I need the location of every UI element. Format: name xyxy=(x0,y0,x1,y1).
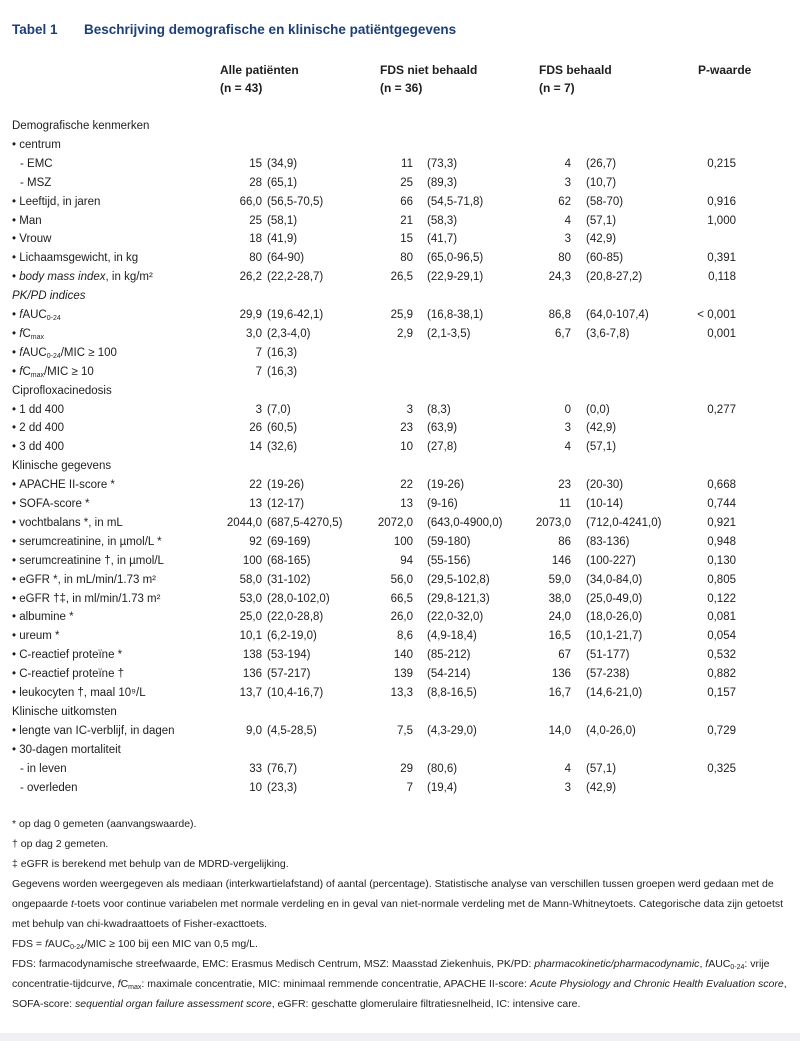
cell-p: 0,215 xyxy=(707,157,736,170)
table-row xyxy=(0,760,800,778)
cell-v3: 14,0 xyxy=(548,724,571,737)
row-label: Ciprofloxacinedosis xyxy=(12,384,112,397)
cell-r1: (16,3) xyxy=(267,365,298,378)
cell-v2: 25,9 xyxy=(390,309,413,321)
cell-v1: 10 xyxy=(249,781,262,794)
cell-r2: (29,8-121,3) xyxy=(427,592,490,605)
cell-r2: (58,3) xyxy=(427,214,458,227)
cell-r3: (18,0-26,0) xyxy=(586,611,643,624)
cell-v2: 22 xyxy=(400,479,413,492)
cell-v1: 100 xyxy=(242,554,262,567)
cell-v2: 66,5 xyxy=(390,592,413,605)
cell-v1: 7 xyxy=(255,346,262,359)
table-row xyxy=(0,287,800,305)
cell-v3: 4 xyxy=(564,441,571,454)
cell-p: 0,532 xyxy=(707,649,736,662)
cell-p: 0,122 xyxy=(707,592,736,605)
row-label: • serumcreatinine †, in µmol/L xyxy=(12,552,164,570)
cell-r1: (32,6) xyxy=(267,441,298,454)
row-label: • 30-dagen mortaliteit xyxy=(12,741,121,759)
cell-p: 0,805 xyxy=(707,573,736,586)
table-row xyxy=(0,249,800,267)
cell-v3: 80 xyxy=(558,252,571,265)
table-row xyxy=(0,401,800,419)
cell-r1: (56,5-70,5) xyxy=(267,195,324,208)
cell-r1: (22,2-28,7) xyxy=(267,271,324,284)
table-row xyxy=(0,646,800,664)
cell-r3: (10,1-21,7) xyxy=(586,630,643,643)
row-label: • C-reactief proteïne * xyxy=(12,646,122,664)
cell-p: 0,001 xyxy=(707,327,736,340)
table-row xyxy=(0,306,800,324)
column-header-label: FDS behaald xyxy=(539,63,612,77)
cell-r2: (65,0-96,5) xyxy=(427,252,484,265)
cell-r3: (83-136) xyxy=(586,535,630,548)
cell-v2: 94 xyxy=(400,554,413,567)
cell-v2: 15 xyxy=(400,233,413,246)
row-label: - EMC xyxy=(12,155,53,173)
table-row xyxy=(0,419,800,437)
cell-v1: 9,0 xyxy=(246,724,262,737)
column-header-p xyxy=(698,61,751,79)
cell-r1: (2,3-4,0) xyxy=(267,327,311,340)
cell-p: 0,921 xyxy=(707,516,736,529)
cell-v2: 25 xyxy=(400,176,413,189)
cell-r1: (58,1) xyxy=(267,214,298,227)
cell-v3: 4 xyxy=(564,214,571,227)
cell-v1: 92 xyxy=(249,535,262,548)
table-row xyxy=(0,779,800,797)
footnote-star: * op dag 0 gemeten (aanvangswaarde). xyxy=(12,818,197,830)
cell-v2: 29 xyxy=(400,762,413,775)
cell-r1: (16,3) xyxy=(267,346,298,359)
cell-p: 0,157 xyxy=(707,687,736,699)
cell-r2: (55-156) xyxy=(427,554,471,567)
cell-r1: (60,5) xyxy=(267,422,298,435)
cell-v3: 38,0 xyxy=(548,592,571,605)
cell-r2: (643,0-4900,0) xyxy=(427,516,503,529)
cell-v1: 26 xyxy=(249,422,262,435)
cell-v3: 59,0 xyxy=(548,573,571,586)
cell-v3: 136 xyxy=(551,668,571,681)
cell-r3: (20,8-27,2) xyxy=(586,271,643,284)
row-label: PK/PD indices xyxy=(12,290,86,303)
cell-p: 0,948 xyxy=(707,535,736,548)
cell-p: 0,277 xyxy=(707,403,736,416)
cell-v1: 25,0 xyxy=(239,611,262,624)
cell-v1: 53,0 xyxy=(239,592,262,605)
table-row xyxy=(0,174,800,192)
cell-v1: 80 xyxy=(249,252,262,265)
table-row xyxy=(0,590,800,608)
cell-v1: 13 xyxy=(249,498,262,510)
cell-p: < 0,001 xyxy=(697,309,736,321)
row-label: • ureum * xyxy=(12,627,60,645)
table-row xyxy=(0,363,800,381)
cell-r3: (34,0-84,0) xyxy=(586,573,643,586)
row-label: • leukocyten †, maal 10⁹/L xyxy=(12,684,146,702)
cell-r3: (58-70) xyxy=(586,195,624,208)
row-label: • 1 dd 400 xyxy=(12,401,64,419)
table-row xyxy=(0,344,800,362)
row-label: • fAUC$_{0-24}$/MIC ≥ 100 xyxy=(12,344,117,362)
table-row xyxy=(0,684,800,702)
cell-r2: (16,8-38,1) xyxy=(427,309,484,321)
table-row xyxy=(0,703,800,721)
cell-r1: (7,0) xyxy=(267,403,291,416)
cell-v3: 24,0 xyxy=(548,611,571,624)
cell-r3: (42,9) xyxy=(586,233,617,246)
row-label: • $fC_{max}$/MIC ≥ 10 xyxy=(12,363,94,381)
cell-r2: (59-180) xyxy=(427,535,471,548)
row-label: • APACHE II-score * xyxy=(12,476,115,494)
cell-r1: (19-26) xyxy=(267,479,305,492)
column-header-reached xyxy=(539,61,612,97)
cell-v3: 4 xyxy=(564,762,571,775)
cell-r2: (2,1-3,5) xyxy=(427,327,471,340)
cell-v2: 7 xyxy=(406,781,413,794)
cell-v2: 2072,0 xyxy=(377,516,413,529)
row-label: • Leeftijd, in jaren xyxy=(12,193,100,211)
cell-v1: 7 xyxy=(255,365,262,378)
cell-r1: (41,9) xyxy=(267,233,298,246)
table-row xyxy=(0,476,800,494)
cell-p: 0,729 xyxy=(707,724,736,737)
cell-v1: 15 xyxy=(249,157,262,170)
table-row xyxy=(0,193,800,211)
cell-r3: (42,9) xyxy=(586,781,617,794)
cell-v3: 4 xyxy=(564,157,571,170)
row-label: - MSZ xyxy=(12,174,51,192)
cell-p: 0,744 xyxy=(707,498,736,510)
cell-v3: 146 xyxy=(551,554,571,567)
page-bottom-bar xyxy=(0,1033,800,1041)
table-row xyxy=(0,514,800,532)
row-label: • 3 dd 400 xyxy=(12,438,64,456)
row-label: • 2 dd 400 xyxy=(12,419,64,437)
table-row xyxy=(0,627,800,645)
cell-r2: (8,3) xyxy=(427,403,451,416)
cell-r3: (57,1) xyxy=(586,214,617,227)
cell-v1: 25 xyxy=(249,214,262,227)
row-label: • $fC_{max}$ xyxy=(12,325,44,343)
cell-r1: (10,4-16,7) xyxy=(267,687,324,699)
cell-v2: 7,5 xyxy=(397,724,413,737)
cell-r3: (60-85) xyxy=(586,252,624,265)
cell-v3: 67 xyxy=(558,649,571,662)
cell-r1: (65,1) xyxy=(267,176,298,189)
table-row xyxy=(0,665,800,683)
table-row xyxy=(0,155,800,173)
cell-v1: 58,0 xyxy=(239,573,262,586)
row-label: - in leven xyxy=(12,760,67,778)
cell-r3: (0,0) xyxy=(586,403,610,416)
row-label: • fAUC$_{0-24}$ xyxy=(12,306,61,324)
column-header-label: Alle patiënten xyxy=(220,63,299,77)
table-row xyxy=(0,608,800,626)
cell-v1: 3,0 xyxy=(246,327,262,340)
table-title: Beschrijving demografische en klinische patiëntgegevens xyxy=(84,22,457,37)
cell-v2: 140 xyxy=(393,649,413,662)
cell-v3: 16,7 xyxy=(548,687,571,699)
cell-v1: 14 xyxy=(249,441,262,454)
cell-r1: (64-90) xyxy=(267,252,305,265)
cell-r2: (8,8-16,5) xyxy=(427,687,477,699)
cell-r3: (57-238) xyxy=(586,668,630,681)
table-header xyxy=(12,22,456,37)
cell-r3: (51-177) xyxy=(586,649,630,662)
cell-v2: 8,6 xyxy=(397,630,413,643)
cell-r1: (76,7) xyxy=(267,762,298,775)
cell-r1: (6,2-19,0) xyxy=(267,630,317,643)
cell-v3: 86 xyxy=(558,535,571,548)
cell-v2: 139 xyxy=(393,668,413,681)
row-label: • SOFA-score * xyxy=(12,495,90,513)
row-label: • body mass index, in kg/m² xyxy=(12,268,153,286)
cell-v2: 26,0 xyxy=(390,611,413,624)
column-header-label: P-waarde xyxy=(698,63,752,77)
footnote-statistics: Gegevens worden weergegeven als mediaan (interkwartielafstand) of aantal (percentage). Statistische analyse van verschillen tussen groepen werd gedaan met de ongepaarde t-toets voor continue variabelen met normale verdeling en in geval van niet-normale verdeling met de Mann-Whitneytoets. Categorische data zijn getoetst met behulp van chi-kwadraattoets of Fisher-exacttoets. xyxy=(12,878,784,930)
cell-r2: (73,3) xyxy=(427,157,458,170)
row-label: • C-reactief proteïne † xyxy=(12,665,124,683)
cell-p: 0,081 xyxy=(707,611,736,624)
table-row xyxy=(0,230,800,248)
cell-r3: (25,0-49,0) xyxy=(586,592,643,605)
cell-r2: (9-16) xyxy=(427,498,458,510)
table-number: Tabel 1 xyxy=(12,22,58,37)
cell-v1: 26,2 xyxy=(239,271,262,284)
cell-r2: (4,3-29,0) xyxy=(427,724,477,737)
row-label: • centrum xyxy=(12,136,61,154)
cell-v3: 0 xyxy=(564,403,571,416)
row-label: • eGFR *, in mL/min/1.73 m² xyxy=(12,571,156,589)
cell-v3: 62 xyxy=(558,195,571,208)
cell-v2: 13,3 xyxy=(390,687,413,699)
row-label: • serumcreatinine, in µmol/L * xyxy=(12,533,162,551)
cell-v3: 11 xyxy=(559,498,571,510)
cell-v3: 3 xyxy=(564,176,571,189)
cell-v1: 28 xyxy=(249,176,262,189)
cell-r3: (42,9) xyxy=(586,422,617,435)
row-label: • Man xyxy=(12,212,42,230)
cell-r2: (80,6) xyxy=(427,762,458,775)
cell-r2: (41,7) xyxy=(427,233,458,246)
cell-v2: 26,5 xyxy=(390,271,413,284)
cell-v1: 13,7 xyxy=(239,687,262,699)
cell-v3: 2073,0 xyxy=(535,516,571,529)
cell-r1: (19,6-42,1) xyxy=(267,309,324,321)
table-row xyxy=(0,438,800,456)
cell-v3: 23 xyxy=(558,479,571,492)
cell-r3: (26,7) xyxy=(586,157,617,170)
cell-p: 0,054 xyxy=(707,630,736,643)
footnote-ddagger: ‡ eGFR is berekend met behulp van de MDRD-vergelijking. xyxy=(12,858,289,870)
column-header-all xyxy=(220,61,299,97)
cell-r1: (31-102) xyxy=(267,573,311,586)
table-row xyxy=(0,552,800,570)
footnote-dagger: † op dag 2 gemeten. xyxy=(12,838,109,850)
cell-r1: (34,9) xyxy=(267,157,298,170)
cell-v2: 2,9 xyxy=(397,327,413,340)
table-row xyxy=(0,325,800,343)
column-header-n: (n = 43) xyxy=(220,81,263,95)
cell-v3: 3 xyxy=(564,781,571,794)
cell-r1: (68-165) xyxy=(267,554,311,567)
table-row xyxy=(0,212,800,230)
cell-v1: 18 xyxy=(249,233,262,246)
cell-r1: (69-169) xyxy=(267,535,311,548)
cell-v3: 86,8 xyxy=(548,309,571,321)
table-row xyxy=(0,495,800,513)
cell-v1: 22 xyxy=(249,479,262,492)
cell-p: 0,668 xyxy=(707,479,736,492)
cell-v1: 10,1 xyxy=(239,630,262,643)
cell-r1: (4,5-28,5) xyxy=(267,724,317,737)
cell-v1: 2044,0 xyxy=(226,516,262,529)
row-label: • albumine * xyxy=(12,608,74,626)
cell-v3: 6,7 xyxy=(555,327,571,340)
cell-r2: (85-212) xyxy=(427,649,471,662)
cell-r2: (54-214) xyxy=(427,668,471,681)
cell-r2: (22,0-32,0) xyxy=(427,611,484,624)
table-row xyxy=(0,382,800,400)
cell-v2: 11 xyxy=(401,157,413,170)
cell-v2: 3 xyxy=(406,403,413,416)
cell-r3: (100-227) xyxy=(586,554,636,567)
cell-v2: 80 xyxy=(400,252,413,265)
cell-v3: 3 xyxy=(564,233,571,246)
cell-p: 0,882 xyxy=(707,668,736,681)
row-label: • lengte van IC-verblijf, in dagen xyxy=(12,722,175,740)
cell-v2: 10 xyxy=(400,441,413,454)
cell-v1: 136 xyxy=(242,668,262,681)
table-row xyxy=(0,457,800,475)
cell-v2: 23 xyxy=(400,422,413,435)
cell-p: 0,391 xyxy=(707,252,736,265)
table-row xyxy=(0,571,800,589)
row-label: • Lichaamsgewicht, in kg xyxy=(12,249,138,267)
cell-p: 0,130 xyxy=(707,554,736,567)
cell-r3: (64,0-107,4) xyxy=(586,309,649,321)
row-label: • eGFR †‡, in ml/min/1.73 m² xyxy=(12,590,160,608)
cell-v1: 29,9 xyxy=(239,309,262,321)
cell-r1: (53-194) xyxy=(267,649,311,662)
cell-r2: (29,5-102,8) xyxy=(427,573,490,586)
cell-r3: (10,7) xyxy=(586,176,617,189)
cell-p: 0,118 xyxy=(708,271,736,284)
column-header-n: (n = 7) xyxy=(539,81,575,95)
cell-r1: (23,3) xyxy=(267,781,298,794)
cell-v3: 24,3 xyxy=(548,271,571,284)
cell-p: 0,916 xyxy=(707,195,736,208)
cell-r3: (20-30) xyxy=(586,479,624,492)
footnote-abbreviations: FDS: farmacodynamische streefwaarde, EMC: Erasmus Medisch Centrum, MSZ: Maasstad Ziekenhuis, PK/PD: pharmacokinetic/pharmacodynamic, fAUC$_{0-24}$: vrije concentratie-tijdcurve, $fC_{max}$: maximale concentratie, MIC: minimaal remmende concentratie, APACHE II-score: Acute Physiology and Chronic Health Evaluation score, SOFA-score: sequential organ failure assessment score, eGFR: geschatte glomerulaire filtratiesnelheid, IC: intensive care. xyxy=(12,958,787,1010)
table-row xyxy=(0,268,800,286)
cell-r3: (57,1) xyxy=(586,762,617,775)
row-label: • vochtbalans *, in mL xyxy=(12,514,123,532)
cell-r3: (3,6-7,8) xyxy=(586,327,630,340)
cell-r3: (57,1) xyxy=(586,441,617,454)
cell-v3: 3 xyxy=(564,422,571,435)
cell-r1: (28,0-102,0) xyxy=(267,592,330,605)
table-row xyxy=(0,722,800,740)
footnote-fds: FDS = fAUC$_{0-24}$/MIC ≥ 100 bij een MIC van 0,5 mg/L. xyxy=(12,938,258,951)
cell-v2: 100 xyxy=(393,535,413,548)
cell-v2: 66 xyxy=(400,195,413,208)
column-header-label: FDS niet behaald xyxy=(380,63,478,77)
cell-r3: (712,0-4241,0) xyxy=(586,516,662,529)
table-row xyxy=(0,533,800,551)
row-label: Klinische gegevens xyxy=(12,460,112,473)
cell-r3: (14,6-21,0) xyxy=(586,687,643,699)
footnotes xyxy=(12,814,792,1014)
column-header-n: (n = 36) xyxy=(380,81,423,95)
row-label: Klinische uitkomsten xyxy=(12,705,117,718)
cell-v1: 66,0 xyxy=(239,195,262,208)
cell-v1: 33 xyxy=(249,762,262,775)
row-label: - overleden xyxy=(12,779,78,797)
cell-r3: (10-14) xyxy=(586,498,624,510)
cell-r1: (687,5-4270,5) xyxy=(267,516,343,529)
cell-r2: (63,9) xyxy=(427,422,458,435)
cell-r2: (4,9-18,4) xyxy=(427,630,477,643)
cell-r2: (89,3) xyxy=(427,176,458,189)
table-row xyxy=(0,117,800,135)
cell-r1: (57-217) xyxy=(267,668,311,681)
cell-r3: (4,0-26,0) xyxy=(586,724,636,737)
table-row xyxy=(0,136,800,154)
cell-r2: (19-26) xyxy=(427,479,465,492)
cell-r2: (54,5-71,8) xyxy=(427,195,484,208)
cell-v2: 56,0 xyxy=(390,573,413,586)
cell-p: 0,325 xyxy=(707,762,736,775)
cell-p: 1,000 xyxy=(707,214,736,227)
row-label: • Vrouw xyxy=(12,230,51,248)
cell-r2: (27,8) xyxy=(427,441,458,454)
table-row xyxy=(0,741,800,759)
column-header-not-reached xyxy=(380,61,477,97)
cell-v1: 138 xyxy=(242,649,262,662)
cell-v1: 3 xyxy=(255,403,262,416)
cell-v3: 16,5 xyxy=(548,630,571,643)
row-label: Demografische kenmerken xyxy=(12,120,150,132)
cell-r2: (19,4) xyxy=(427,781,458,794)
cell-r2: (22,9-29,1) xyxy=(427,271,484,284)
cell-r1: (12-17) xyxy=(267,498,305,510)
cell-v2: 13 xyxy=(400,498,413,510)
cell-r1: (22,0-28,8) xyxy=(267,611,324,624)
cell-v2: 21 xyxy=(400,214,413,227)
